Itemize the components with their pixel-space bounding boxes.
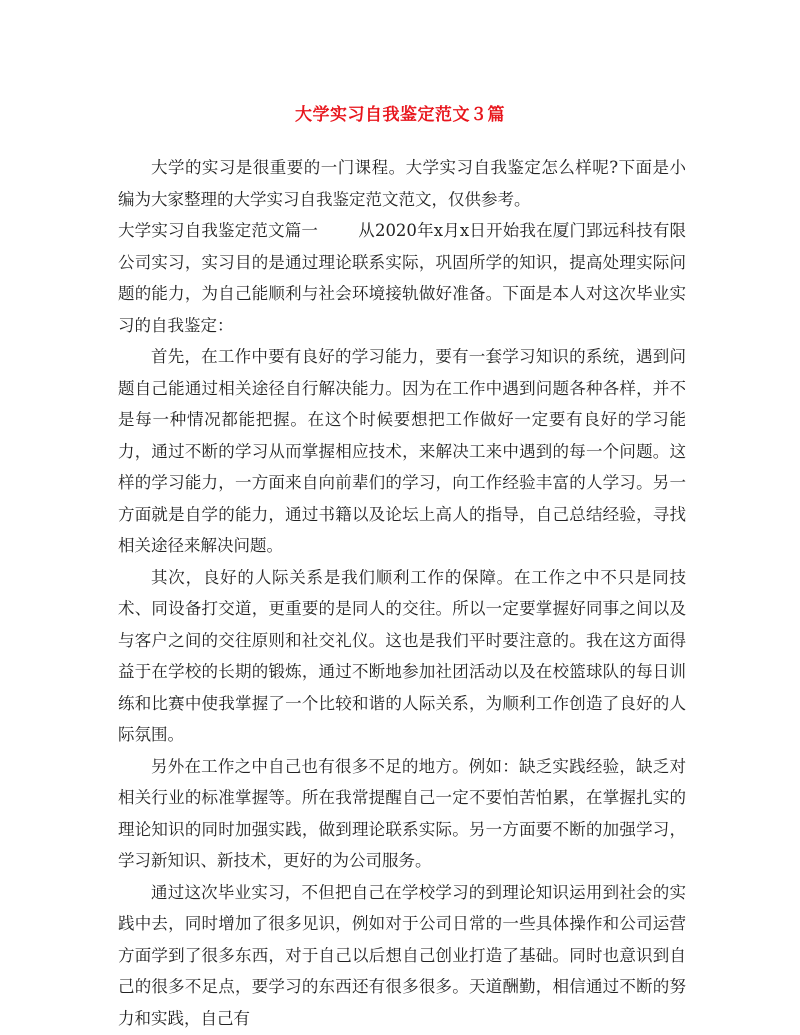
paragraph-learning: 首先，在工作中要有良好的学习能力，要有一套学习知识的系统，遇到问题自己能通过相关途径自行解决能力。因为在工作中遇到问题各种各样，并不是每一种情况都能把握。在这个时候要想把工作做好一定要有良好的学习能力，通过不断的学习从而掌握相应技术，来解决工来中遇到的每一个问题。这样的学习能力，一方面来自向前辈们的学习，向工作经验丰富的人学习。另一方面就是自学的能力，通过书籍以及论坛上高人的指导，自己总结经验，寻找相关途径来解决问题。 [118,347,686,555]
section-one-paragraph [118,215,686,341]
paragraph-shortcomings: 另外在工作之中自己也有很多不足的地方。例如：缺乏实践经验，缺乏对相关行业的标准掌握等。所在我常提醒自己一定不要怕苦怕累，在掌握扎实的理论知识的同时加强实践，做到理论联系实际。另一方面要不断的加强学习，学习新知识、新技术，更好的为公司服务。 [118,756,686,870]
intro-paragraph: 大学的实习是很重要的一门课程。大学实习自我鉴定怎么样呢?下面是小编为大家整理的大学实习自我鉴定范文范文，仅供参考。 [118,158,686,209]
paragraph-summary: 通过这次毕业实习，不但把自己在学校学习的到理论知识运用到社会的实践中去，同时增加了很多见识，例如对于公司日常的一些具体操作和公司运营方面学到了很多东西，对于自己以后想自己创业打造了基础。同时也意识到自己的很多不足点，要学习的东西还有很多很多。天道酬勤，相信通过不断的努力和实践，自己有 [118,882,686,1028]
section-lead: 从2020年x月x日开始我在厦门郢远科技有限公司实习，实习目的是通过理论联系实际，巩固所学的知识，提高处理实际问题的能力，为自己能顺利与社会环境接轨做好准备。下面是本人对这次毕业实习的自我鉴定： [118,221,686,335]
document-title: 大学实习自我鉴定范文３篇 [295,105,505,125]
paragraph-relationships: 其次，良好的人际关系是我们顺利工作的保障。在工作之中不只是同技术、同设备打交道，更重要的是同人的交往。所以一定要掌握好同事之间以及与客户之间的交往原则和社交礼仪。这也是我们平时要注意的。我在这方面得益于在学校的长期的锻炼，通过不断地参加社团活动以及在校篮球队的每日训练和比赛中使我掌握了一个比较和谐的人际关系，为顺利工作创造了良好的人际氛围。 [118,567,686,744]
document-body [118,152,686,1034]
section-heading: 大学实习自我鉴定范文篇一 [118,221,319,240]
